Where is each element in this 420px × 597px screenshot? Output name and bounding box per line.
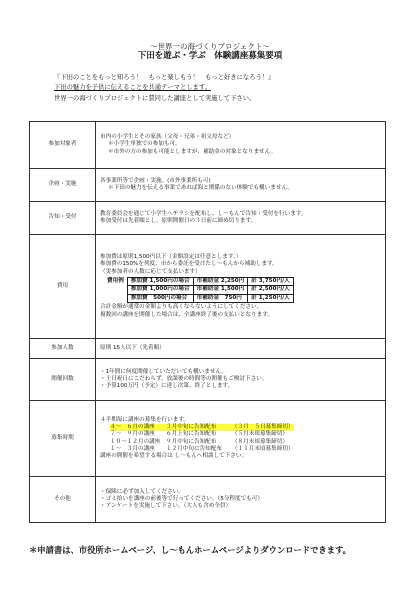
row-notice — [30, 202, 386, 235]
intro-note: 世界一の海づくりプロジェクトに賛同した講座として実施して下さい。 — [54, 95, 256, 102]
requirements-table — [29, 121, 386, 523]
schedule-deadline: （３月 ５日募集締切） — [232, 424, 294, 431]
schedule-row — [100, 439, 381, 446]
schedule-dist: １２月中旬に告知配布 — [166, 445, 222, 452]
label-other: その他 — [30, 477, 96, 523]
plan-line: ＊下田の魅力を伝える事業であれば海と関係のない体験でも構いません。 — [108, 185, 293, 191]
row-fee — [30, 235, 386, 339]
content-plan — [96, 169, 386, 202]
content-times — [96, 359, 386, 401]
period-line: 講座の開催を希望する場合は し～もんへ相談して下さい。 — [100, 452, 248, 459]
fee-amount: 参加費 1,000円の場合 — [127, 286, 193, 295]
row-period — [30, 401, 386, 477]
fee-line: （実参加者の人数に応じて支払います） — [100, 268, 201, 275]
schedule-term: １０～１２月の講座 — [110, 438, 161, 445]
page-title: 下田を遊ぶ・学ぶ 体験講座募集要項 — [137, 51, 283, 61]
label-count: 参加人数 — [30, 339, 96, 359]
times-line: ・土日祝日にこだわらず、放課後の時間等の開催もご検討下さい。 — [100, 375, 268, 382]
fee-total: 計 1,250円/人 — [248, 294, 293, 303]
other-line: ・保険に必ず加入してください。 — [100, 488, 184, 495]
fee-line: 参加費は原則1,500円以下（金額設定は任意とします。） — [100, 254, 242, 261]
period-line: ４半期毎に講座の募集を行います。 — [100, 416, 190, 423]
times-line: ・予算100万円（予定）に達し次第、終了とします。 — [100, 383, 234, 390]
fee-line: 参加費の150%を列度、市から委託を受けたし～もんから補助します。 — [100, 261, 278, 268]
schedule-term: ４～ ６月の講座 — [110, 424, 155, 431]
intro-theme: 下田の魅力を子供に伝えることを共通テーマとします。 — [54, 84, 211, 91]
schedule-row — [100, 446, 381, 453]
other-line: ・アンケートを実施して下さい。（大人も含め全員） — [100, 503, 232, 510]
schedule-deadline: （８月末頃募集締切） — [232, 438, 288, 445]
fee-subsidy: 市補助金 2,250円 — [193, 277, 248, 286]
fee-example-table — [104, 277, 294, 304]
content-period — [96, 401, 386, 477]
intro-slogan: 『下田のことをもっと知ろう！ もっと楽しもう！ もっと好きになろう！』 — [54, 74, 275, 81]
row-other — [30, 477, 386, 523]
label-target: 参加対象者 — [30, 122, 96, 169]
fee-line: 複数回の講座を開催した場合は、全講座終了後の支払いとなります。 — [100, 311, 273, 318]
notice-line: 参加受付は先着順とし、原則開催日の３日前に締め切ります。 — [100, 218, 257, 224]
notice-line: 教育委員会を通じて小学生へチラシを配布し、し～もんで告知・受付を行います。 — [100, 210, 307, 217]
fee-line: 合計金額が通常の金額よりも高くならないようにしてください。 — [100, 304, 263, 311]
label-period: 募集時期 — [30, 401, 96, 477]
fee-amount: 参加費 1,500円の場合 — [127, 277, 193, 286]
target-line: ＊市外の方の参加も可能としますが、補助金の対象となりません。 — [108, 148, 277, 155]
target-line: 市内の小学生とその家族（父母・兄弟・祖父母など） — [100, 134, 235, 141]
count-line: 原則 15人以下（先着順） — [100, 344, 165, 351]
fee-subsidy: 市補助金 750円 — [193, 294, 248, 303]
schedule-row — [100, 431, 381, 438]
schedule-dist: ３月中旬に告知配布 — [166, 424, 217, 431]
fee-subsidy: 市補助金 1,500円 — [193, 286, 248, 295]
fee-total: 計 2,500円/人 — [248, 286, 293, 295]
label-times: 開催回数 — [30, 359, 96, 401]
target-line: ＊小学生単独での参加も可。 — [108, 141, 181, 148]
times-line: ・1年間に何度開催していただいても構いません。 — [100, 368, 227, 375]
label-fee: 費用 — [30, 235, 96, 339]
schedule-term: １～ ３月の講座 — [110, 445, 155, 452]
row-plan — [30, 169, 386, 202]
plan-line: 各事業所等で企画・実施。(市外事業所も可) — [100, 177, 211, 184]
label-notice: 告知・受付 — [30, 202, 96, 235]
fee-total: 計 3,750円/人 — [248, 277, 293, 286]
schedule-dist: ６月上旬に告知配布 — [166, 431, 217, 438]
schedule-dist: ９月中旬に告知配布 — [166, 438, 217, 445]
row-count — [30, 339, 386, 359]
header-subtitle: ～世界一の海づくりプロジェクト～ — [150, 42, 270, 51]
content-count — [96, 339, 386, 359]
schedule-deadline: （５月末頃募集締切） — [232, 431, 288, 438]
other-line: ・ゴミ拾いを講座の前後等で行ってください。（5分程度でも可） — [100, 495, 263, 502]
label-plan: 企画・実施 — [30, 169, 96, 202]
content-target — [96, 122, 386, 169]
row-times — [30, 359, 386, 401]
fee-example-label: 費用例 — [107, 277, 124, 284]
content-notice — [96, 202, 386, 235]
schedule-term: ７～ ９月の講座 — [110, 431, 155, 438]
fee-amount: 参加費 500円の場合 — [127, 294, 193, 303]
footer-note: ＊申請書は、市役所ホームページ、し～もんホームページよりダウンロードできます。 — [29, 545, 351, 555]
content-other — [96, 477, 386, 523]
content-fee — [96, 235, 386, 339]
schedule-deadline: （１１月末頃募集締切） — [232, 445, 294, 452]
row-target — [30, 122, 386, 169]
